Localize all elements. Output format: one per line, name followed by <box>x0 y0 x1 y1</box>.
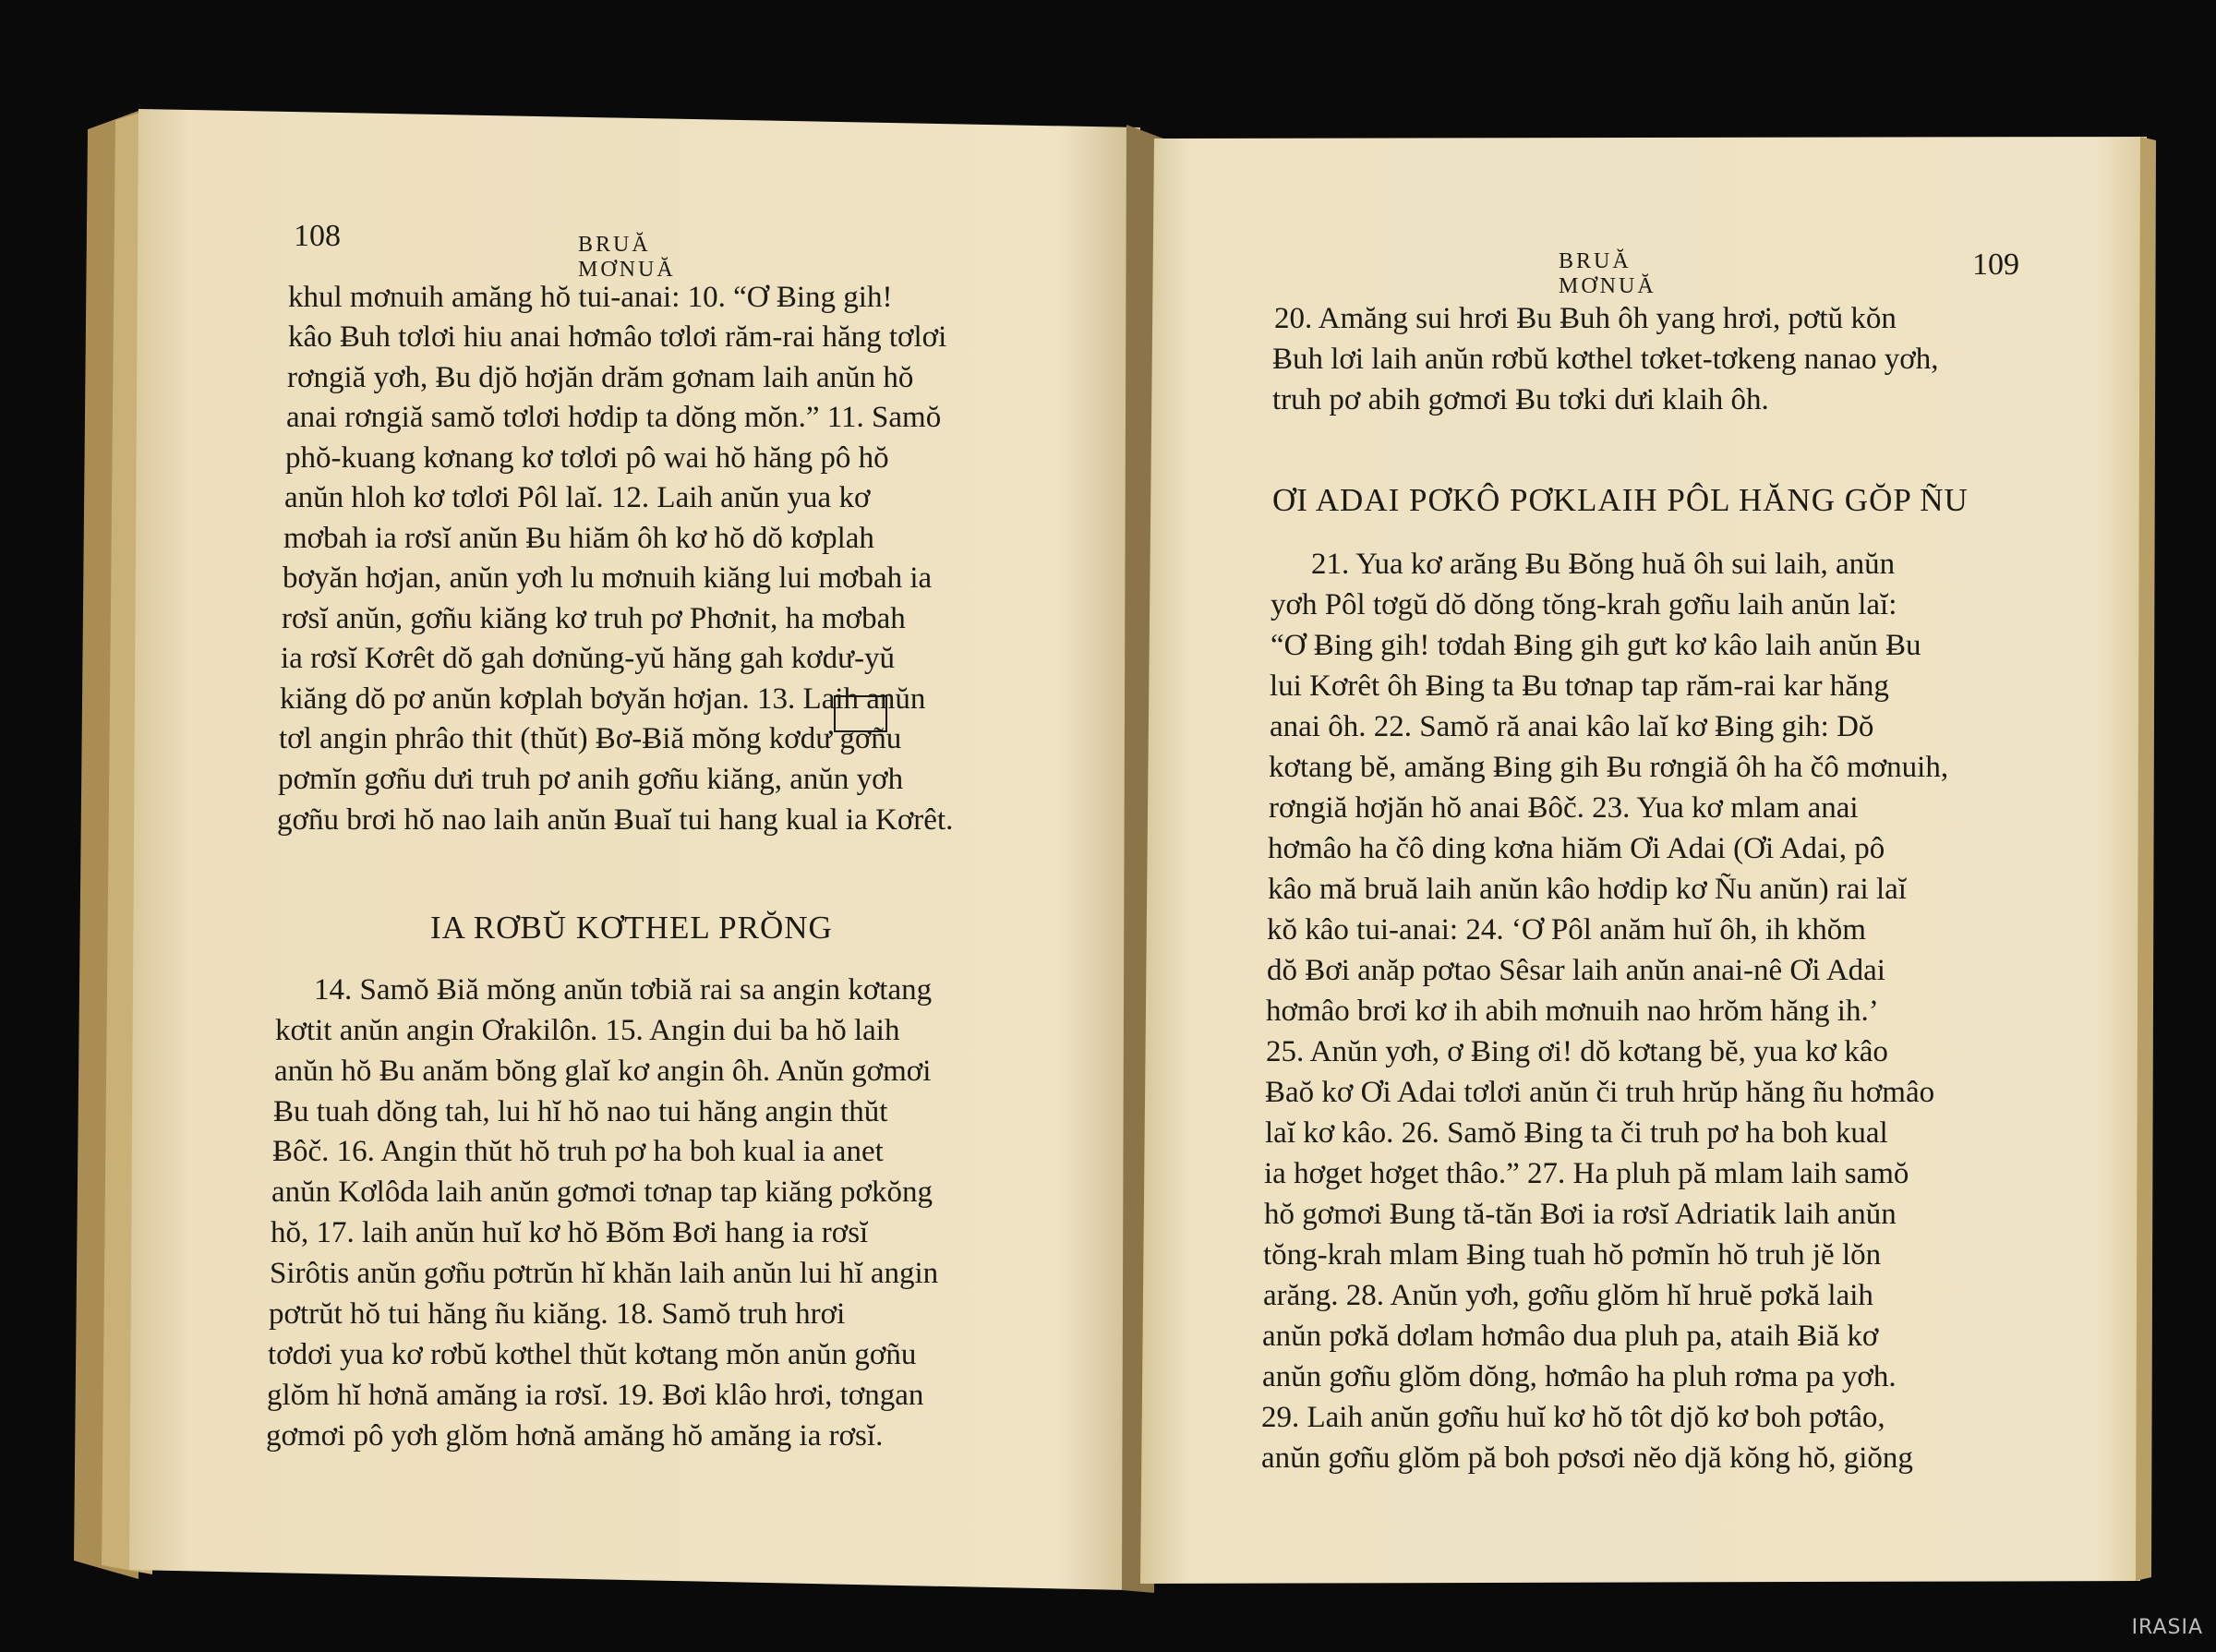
archive-watermark: IRASIA <box>2131 1616 2203 1639</box>
text-line: rơngiă yơh, Ƀu djŏ hơjăn drăm gơnam laih anŭn hŏ <box>287 361 914 394</box>
text-line: pơtrŭt hŏ tui hăng ñu kiăng. 18. Samŏ truh hrơi <box>269 1297 846 1331</box>
text-line: kâo Ƀuh tơlơi hiu anai hơmâo tơlơi răm-rai hăng tơlơi <box>288 320 947 354</box>
text-line: Ƀuh lơi laih anŭn rơbŭ kơthel tơket-tơkeng nanao yơh, <box>1272 343 1939 376</box>
text-line: tơdơi yua kơ rơbŭ kơthel thŭt kơtang mŏn anŭn gơñu <box>268 1338 917 1371</box>
verse-13-box <box>834 695 887 732</box>
text-line: kiăng dŏ pơ anŭn kơplah bơyăn hơjan. 13. Laih anŭn <box>280 682 926 716</box>
text-line: Ƀôč. 16. Angin thŭt hŏ truh pơ ha boh kual ia anet <box>272 1135 884 1168</box>
text-line: rơngiă hơjăn hŏ anai Ƀôč. 23. Yua kơ mlam anai <box>1269 791 1859 825</box>
text-line: 20. Amăng sui hrơi Ƀu Ƀuh ôh yang hrơi, pơtŭ kŏn <box>1274 302 1897 335</box>
text-line: anŭn hŏ Ƀu anăm bŏng glaĭ kơ angin ôh. Anŭn gơmơi <box>274 1055 932 1088</box>
text-line: Sirôtis anŭn gơñu pơtrŭn hĭ khăn laih anŭn lui hĭ angin <box>270 1257 939 1290</box>
text-line: rơsĭ anŭn, gơñu kiăng kơ truh pơ Phơnit, ha mơbah <box>282 602 906 635</box>
text-line: hơmâo brơi kơ ih abih mơnuih nao hrŏm hăng ih.’ <box>1266 995 1879 1028</box>
text-line: hơmâo ha čô ding kơna hiăm Ơi Adai (Ơi Adai, pô <box>1268 832 1885 865</box>
text-line: phŏ-kuang kơnang kơ tơlơi pô wai hŏ hăng pô hŏ <box>285 441 889 475</box>
text-line: ia rơsĭ Kơrêt dŏ gah dơnŭng-yŭ hăng gah kơdư-yŭ <box>281 642 896 675</box>
text-line: kâo mă bruă laih anŭn kâo hơdip kơ Ñu anŭn) rai laĭ <box>1268 873 1907 906</box>
text-line: anŭn gơñu glŏm pă boh pơsơi nĕo djă kŏng hŏ, giŏng <box>1261 1441 1913 1475</box>
text-line: 21. Yua kơ arăng Ƀu Ƀŏng huă ôh sui laih, anŭn <box>1311 548 1896 581</box>
text-line: hŏ, 17. laih anŭn huĭ kơ hŏ Ƀŏm Ƀơi hang ia rơsĭ <box>271 1216 869 1249</box>
text-line: Ƀu tuah dŏng tah, lui hĭ hŏ nao tui hăng angin thŭt <box>273 1095 888 1128</box>
text-line: anŭn Kơlôda laih anŭn gơmơi tơnap tap kiăng pơkŏng <box>271 1176 933 1209</box>
left-page-number: 108 <box>294 219 341 253</box>
text-line: 25. Anŭn yơh, ơ Ƀing ơi! dŏ kơtang bĕ, yua kơ kâo <box>1266 1035 1888 1068</box>
text-line: anai rơngiă samŏ tơlơi hơdip ta dŏng mŏn.” 11. Samŏ <box>286 401 942 434</box>
text-line: ia hơget hơget thâo.” 27. Ha pluh pă mlam laih samŏ <box>1264 1157 1909 1190</box>
text-line: tŏng-krah mlam Ƀing tuah hŏ pơmĭn hŏ truh jĕ lŏn <box>1263 1238 1882 1272</box>
text-line: hŏ gơmơi Ƀung tă-tăn Ƀơi ia rơsĭ Adriatik laih anŭn <box>1264 1198 1897 1231</box>
text-line: pơmĭn gơñu dưi truh pơ anih gơñu kiăng, anŭn yơh <box>278 763 904 796</box>
text-line: anŭn hloh kơ tơlơi Pôl laĭ. 12. Laih anŭn yua kơ <box>284 481 871 514</box>
text-line: Ƀaŏ kơ Ơi Adai tơlơi anŭn či truh hrŭp hăng ñu hơmâo <box>1265 1076 1935 1109</box>
text-line: glŏm hĭ hơnă amăng ia rơsĭ. 19. Ƀơi klâo hrơi, tơngan <box>267 1379 924 1412</box>
text-line: mơbah ia rơsĭ anŭn Ƀu hiăm ôh kơ hŏ dŏ kơplah <box>283 522 874 555</box>
text-line: yơh Pôl tơgŭ dŏ dŏng tŏng-krah gơñu laih anŭn laĭ: <box>1271 588 1897 621</box>
left-running-head: BRUĂ MƠNUĂ <box>578 233 676 282</box>
text-line: anŭn pơkă dơlam hơmâo dua pluh pa, ataih Ƀiă kơ <box>1262 1320 1879 1353</box>
text-line: dŏ Ƀơi anăp pơtao Sêsar laih anŭn anai-nê Ơi Adai <box>1267 954 1885 987</box>
section-heading: IA RƠBŬ KƠTHEL PRŎNG <box>430 910 833 946</box>
text-line: 29. Laih anŭn gơñu huĭ kơ hŏ tôt djŏ kơ boh pơtâo, <box>1261 1401 1885 1434</box>
text-line: gơñu brơi hŏ nao laih anŭn Ƀuaĭ tui hang kual ia Kơrêt. <box>277 803 954 837</box>
text-line: arăng. 28. Anŭn yơh, gơñu glŏm hĭ hruĕ pơkă laih <box>1263 1279 1873 1312</box>
text-line: truh pơ abih gơmơi Ƀu tơki dưi klaih ôh. <box>1272 383 1769 416</box>
text-line: laĭ kơ kâo. 26. Samŏ Ƀing ta či truh pơ ha boh kual <box>1265 1116 1888 1150</box>
text-line: lui Kơrêt ôh Ƀing ta Ƀu tơnap tap răm-rai kar hăng <box>1270 669 1889 703</box>
text-line: anai ôh. 22. Samŏ ră anai kâo laĭ kơ Ƀing gih: Dŏ <box>1270 710 1874 743</box>
text-line: “Ơ Ƀing gih! tơdah Ƀing gih gưt kơ kâo laih anŭn Ƀu <box>1271 629 1921 662</box>
text-line: bơyăn hơjan, anŭn yơh lu mơnuih kiăng lui mơbah ia <box>283 561 933 595</box>
text-line: 14. Samŏ Ƀiă mŏng anŭn tơbiă rai sa angin kơtang <box>314 973 933 1007</box>
text-line: tơl angin phrâo thit (thŭt) Ƀơ-Ƀiă mŏng kơdư gơñu <box>279 722 902 755</box>
section-heading: ƠI ADAI PƠKÔ PƠKLAIH PÔL HĂNG GŎP ÑU <box>1272 482 1969 518</box>
text-line: kơtang bĕ, amăng Ƀing gih Ƀu rơngiă ôh ha čô mơnuih, <box>1269 751 1949 784</box>
right-page-number: 109 <box>1972 247 2019 282</box>
text-line: anŭn gơñu glŏm dŏng, hơmâo ha pluh rơma pa yơh. <box>1262 1360 1897 1393</box>
text-line: khul mơnuih amăng hŏ tui-anai: 10. “Ơ Ƀing gih! <box>288 281 893 314</box>
text-line: kŏ kâo tui-anai: 24. ‘Ơ Pôl anăm huĭ ôh, ih khŏm <box>1267 913 1866 947</box>
text-line: gơmơi pô yơh glŏm hơnă amăng hŏ amăng ia rơsĭ. <box>266 1419 884 1453</box>
text-line: kơtit anŭn angin Ơrakilôn. 15. Angin dui ba hŏ laih <box>275 1014 900 1047</box>
right-running-head: BRUĂ MƠNUĂ <box>1559 249 1656 298</box>
